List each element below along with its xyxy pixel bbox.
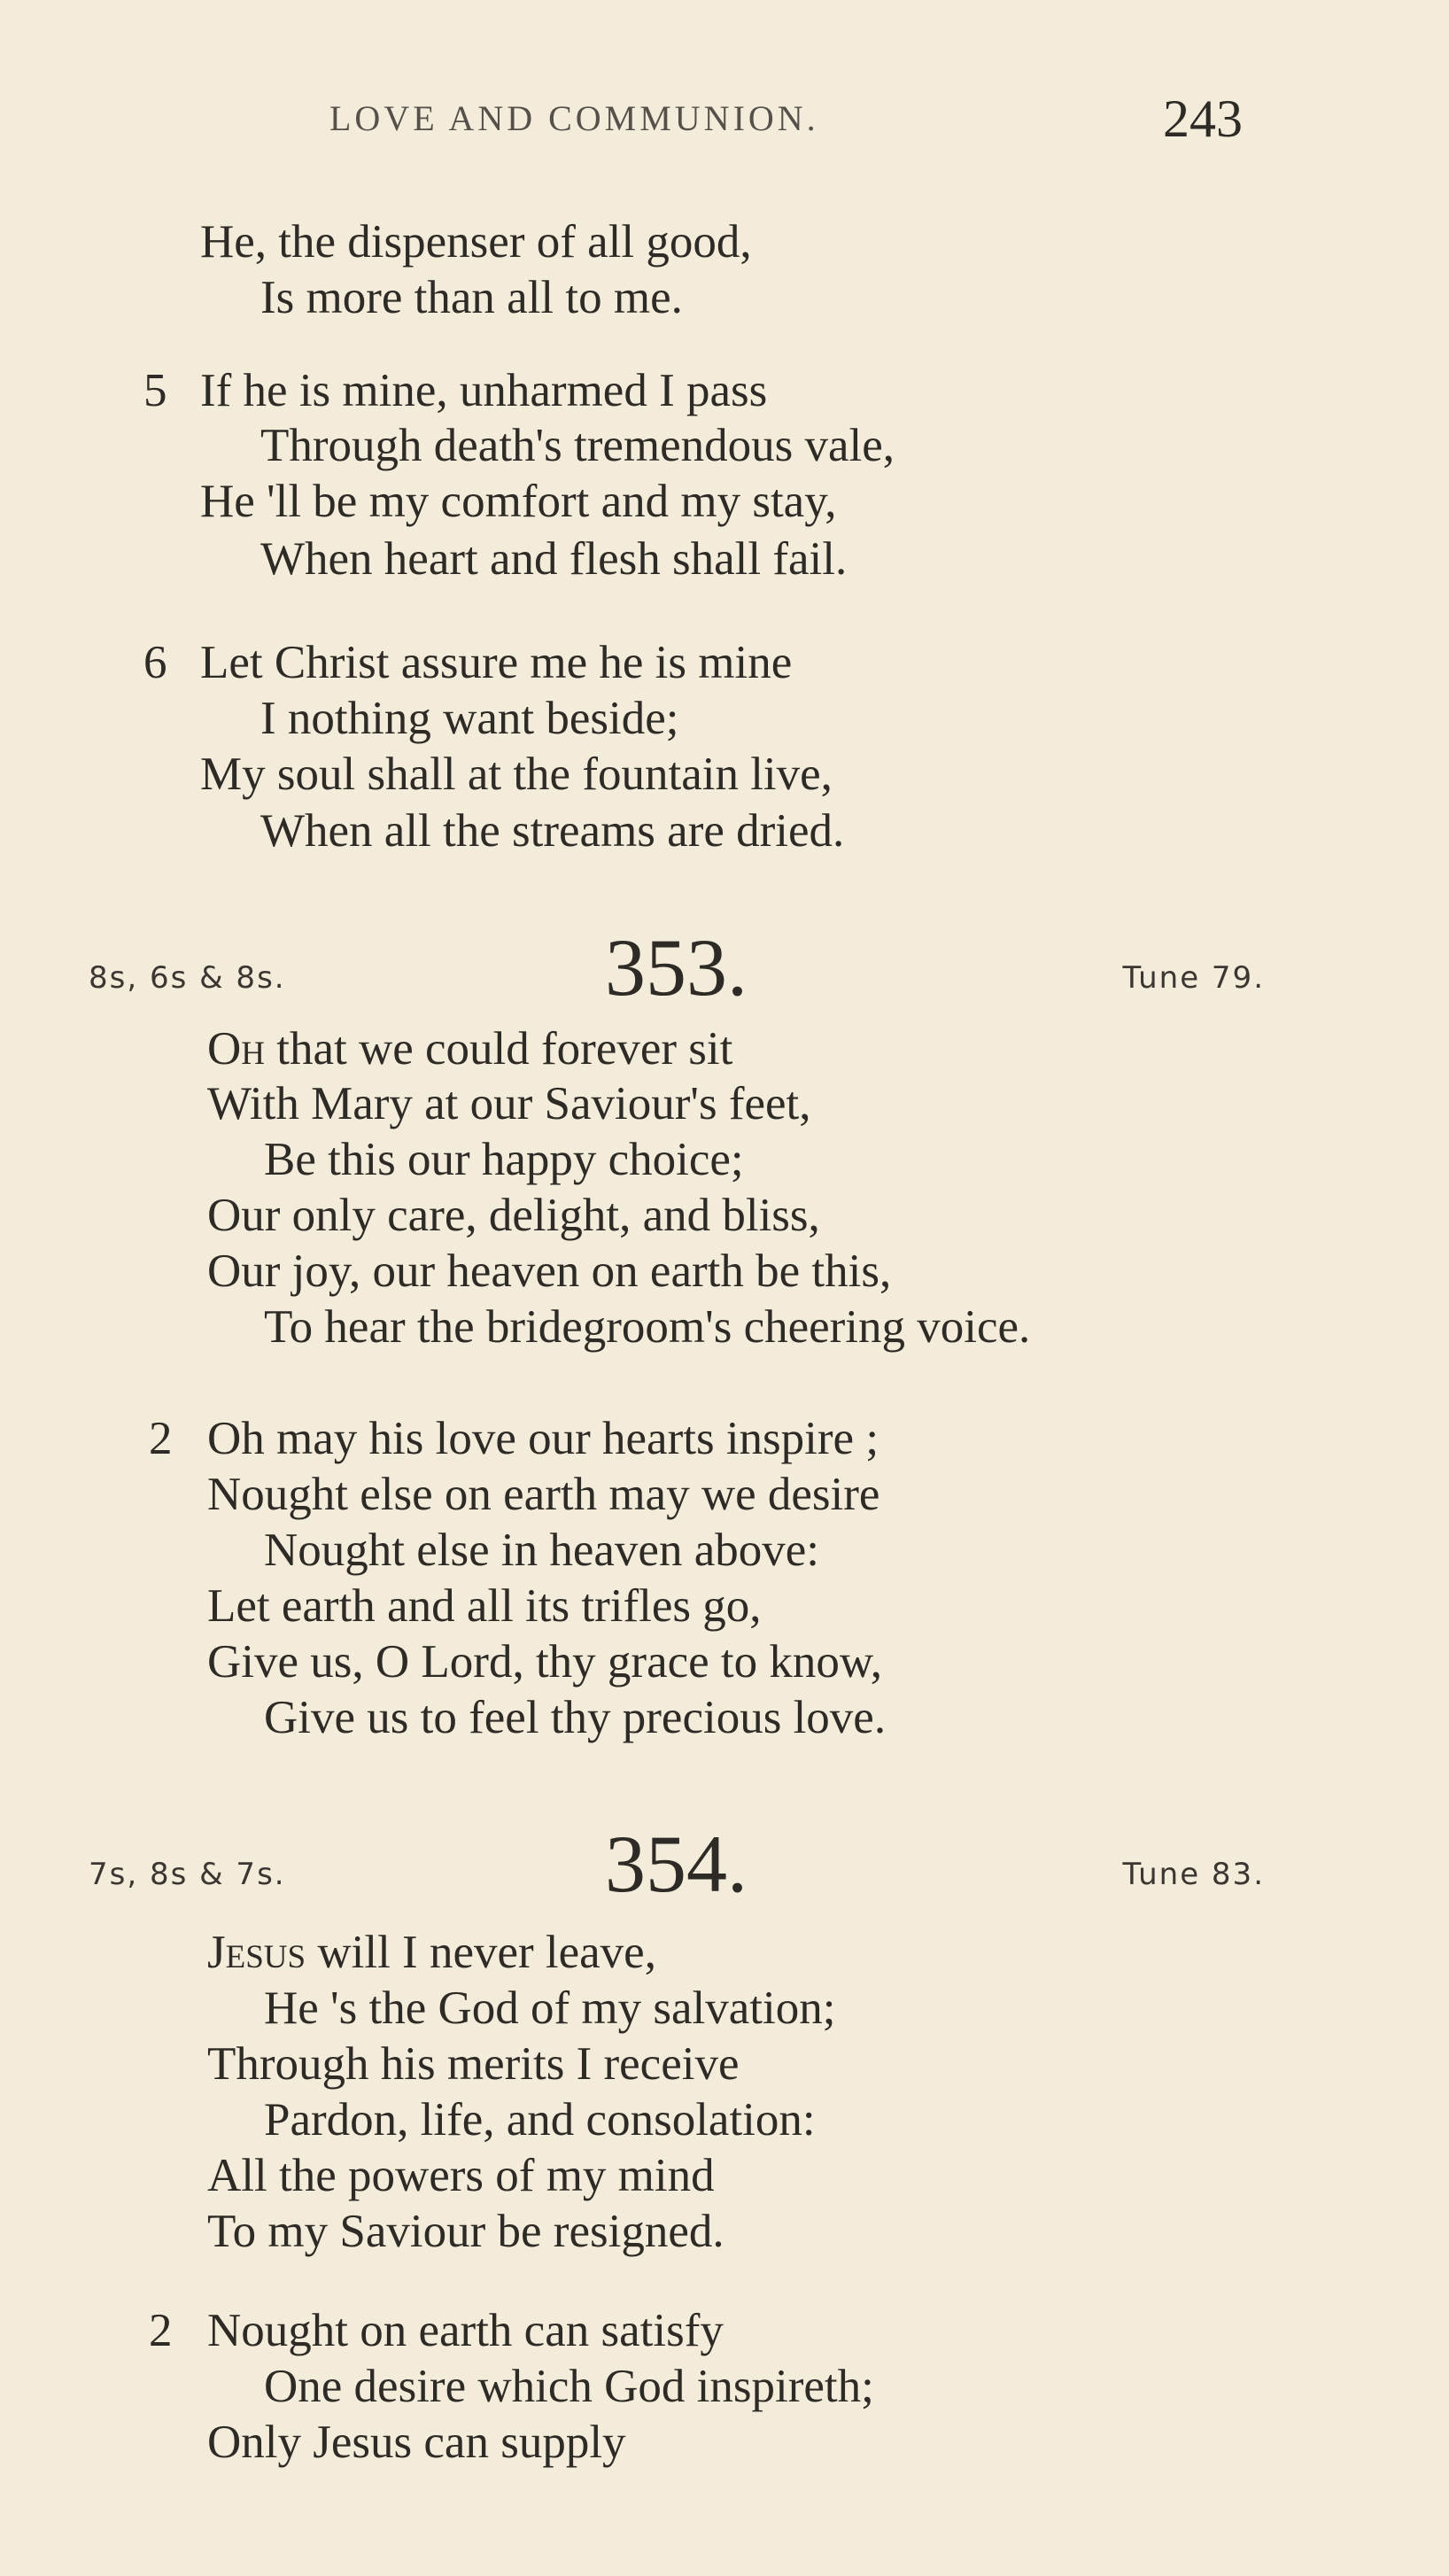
verse-line: One desire which God inspireth; <box>264 2361 874 2412</box>
hymn-number: 354. <box>605 1819 748 1909</box>
meter: 7s, 8s & 7s. <box>89 1857 286 1892</box>
verse-line: He, the dispenser of all good, <box>200 216 752 268</box>
verse-line: Give us, O Lord, thy grace to know, <box>207 1636 882 1688</box>
verse-line: With Mary at our Saviour's feet, <box>207 1078 811 1129</box>
verse-line: When all the streams are dried. <box>260 805 845 857</box>
verse-line: He 's the God of my salvation; <box>264 1982 836 2034</box>
verse-line: Through death's tremendous vale, <box>260 420 895 471</box>
verse-line: Nought else in heaven above: <box>264 1525 819 1576</box>
verse-line: To my Saviour be resigned. <box>207 2206 724 2257</box>
verse-line: Pardon, life, and consolation: <box>264 2094 816 2145</box>
meter: 8s, 6s & 8s. <box>89 960 286 996</box>
tune-reference: Tune 83. <box>1122 1857 1265 1892</box>
verse-line: Be this our happy choice; <box>264 1134 744 1185</box>
verse-line: Give us to feel thy precious love. <box>264 1692 887 1743</box>
verse-line <box>207 1929 656 1976</box>
verse-line: Nought on earth can satisfy <box>207 2305 724 2356</box>
initial-small-caps: Jesus <box>207 1927 306 1978</box>
stanza-number: 5 <box>143 365 167 416</box>
verse-line: I nothing want beside; <box>260 693 679 744</box>
verse-line: When heart and flesh shall fail. <box>260 533 848 585</box>
verse-line: To hear the bridegroom's cheering voice. <box>264 1301 1031 1353</box>
verse-line: Let earth and all its trifles go, <box>207 1580 762 1632</box>
verse-line: My soul shall at the fountain live, <box>200 749 833 800</box>
stanza-number: 2 <box>149 1413 173 1464</box>
initial-small-caps: Oh <box>207 1023 265 1075</box>
hymn-353-header <box>0 922 1449 1013</box>
hymn-354-header <box>0 1819 1449 1909</box>
verse-line: Is more than all to me. <box>260 272 683 323</box>
verse-line: Our joy, our heaven on earth be this, <box>207 1245 892 1297</box>
first-line-rest: will I never leave, <box>306 1927 656 1978</box>
verse-line: Our only care, delight, and bliss, <box>207 1190 820 1241</box>
verse-line: Let Christ assure me he is mine <box>200 637 793 688</box>
verse-line: Nought else on earth may we desire <box>207 1469 880 1520</box>
verse-line <box>207 1023 733 1075</box>
verse-line: Only Jesus can supply <box>207 2417 626 2468</box>
page-number: 243 <box>1163 89 1243 148</box>
tune-reference: Tune 79. <box>1122 960 1265 996</box>
stanza-number: 6 <box>143 637 167 688</box>
hymn-number: 353. <box>605 922 748 1013</box>
verse-line: All the powers of my mind <box>207 2150 715 2201</box>
stanza-number: 2 <box>149 2305 173 2356</box>
first-line-rest: that we could forever sit <box>265 1023 733 1075</box>
verse-line: Through his merits I receive <box>207 2038 740 2090</box>
verse-line: He 'll be my comfort and my stay, <box>200 476 837 527</box>
verse-line: If he is mine, unharmed I pass <box>200 365 768 416</box>
running-head: LOVE AND COMMUNION. <box>329 98 819 138</box>
verse-line: Oh may his love our hearts inspire ; <box>207 1413 879 1464</box>
